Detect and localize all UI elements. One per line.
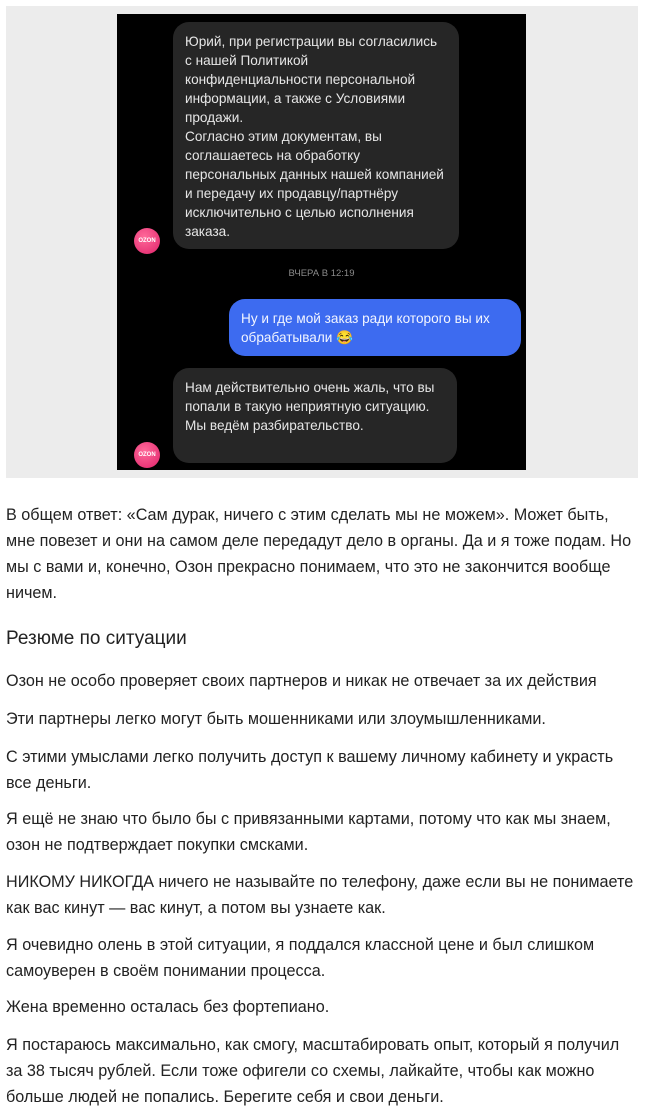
support-message-bubble: Нам действительно очень жаль, что вы попали в такую неприятную ситуацию. Мы ведём разбирательство. — [173, 368, 457, 463]
user-message-bubble: Ну и где мой заказ ради которого вы их обрабатывали 😂 — [229, 299, 521, 356]
message-timestamp: ВЧЕРА В 12:19 — [288, 268, 355, 279]
paragraph: Я постараюсь максимально, как смогу, масштабировать опыт, который я получил за 38 тысяч рублей. Если тоже офигели со схемы, лайкайте, чтобы как можно больше людей не попались. Берегите себя и свои деньги. — [6, 1036, 620, 1106]
ozon-avatar-icon: OZON — [134, 442, 160, 468]
chat-screenshot — [117, 14, 526, 470]
section-heading: Резюме по ситуации — [6, 628, 187, 649]
chat-screenshot-figure — [6, 6, 638, 478]
ozon-avatar-icon: OZON — [134, 228, 160, 254]
paragraph: Озон не особо проверяет своих партнеров и никак не отвечает за их действия — [6, 672, 597, 690]
paragraph: Я очевидно олень в этой ситуации, я поддался классной цене и был слишком самоуверен в своём понимании процесса. — [6, 936, 595, 980]
paragraph: Я ещё не знаю что было бы с привязанными картами, потому что как мы знаем, озон не подтверждает покупки смсками. — [6, 810, 611, 854]
paragraph: С этими умыслами легко получить доступ к вашему личному кабинету и украсть все деньги. — [6, 748, 614, 792]
intro-paragraph: В общем ответ: «Сам дурак, ничего с этим сделать мы не можем». Может быть, мне повезет и они на самом деле передадут дело в органы. Да и я тоже подам. Но мы с вами и, конечно, Озон прекрасно понимаем, что это не закончится вообще ничем. — [6, 506, 632, 602]
support-message-bubble: Юрий, при регистрации вы согласились с нашей Политикой конфиденциальности персональной информации, а также с Условиями продажи. Согласно этим документам, вы соглашаетесь на обработку персональных данных нашей компанией и передачу их продавцу/партнёру исключительно с целью исполнения заказа. — [173, 22, 459, 249]
paragraph: НИКОМУ НИКОГДА ничего не называйте по телефону, даже если вы не понимаете как вас кинут — вас кинут, а потом вы узнаете как. — [6, 873, 634, 917]
paragraph: Жена временно осталась без фортепиано. — [6, 998, 330, 1016]
paragraph: Эти партнеры легко могут быть мошенниками или злоумышленниками. — [6, 710, 546, 728]
